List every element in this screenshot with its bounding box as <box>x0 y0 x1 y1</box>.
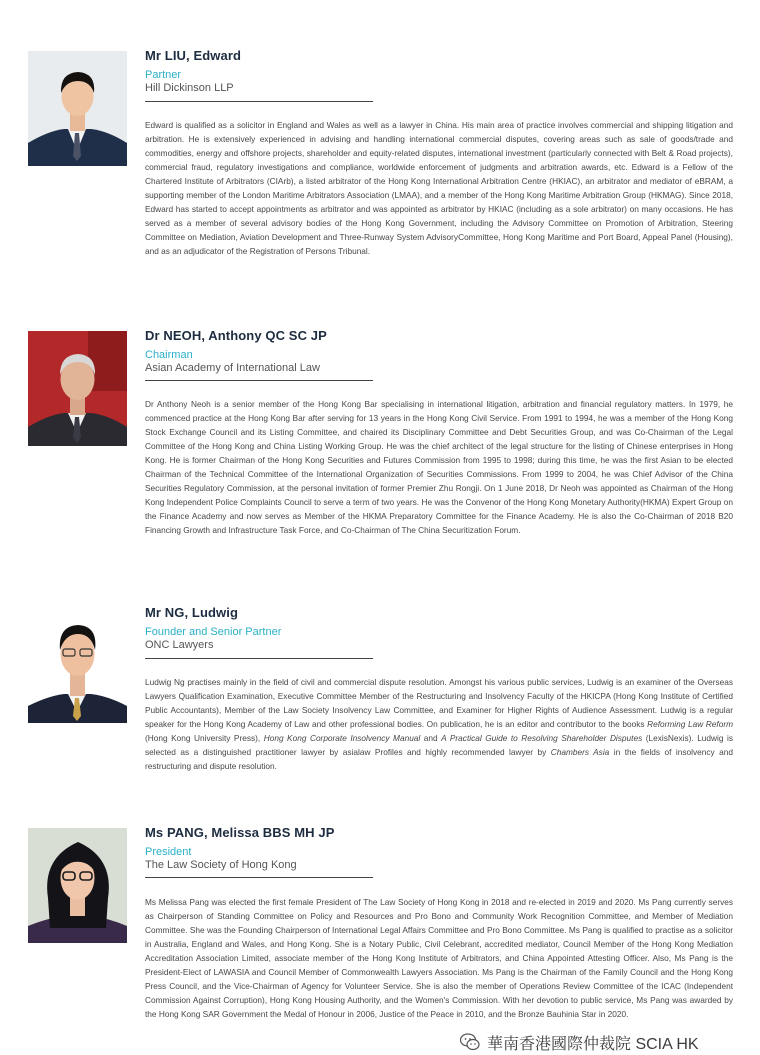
person-name: Dr NEOH, Anthony QC SC JP <box>145 328 327 343</box>
divider <box>145 877 373 878</box>
person-role: Chairman <box>145 349 193 361</box>
person-bio: Edward is qualified as a solicitor in England and Wales as well as a lawyer in China. His main area of practice involves commercial and shipping litigation and arbitration. He is extensively experienced in advising and handling international commercial disputes, covering areas such as sale of goods/trade and commodities, energy and offshore projects, shareholder and equity-related disputes, international investment (particularly connected with Belt & Road projects), commercial fraud, regulatory investigations and compliance, worldwide enforcement of judgments and arbitration awards, etc. Edward is a Fellow of the Chartered Institute of Arbitrators (CIArb), a listed arbitrator of the Hong Kong International Arbitration Centre (HKIAC), an arbitrator and mediator of eBRAM, a supporting member of the London Maritime Arbitrators Association (LMAA), and a member of the Hong Kong Maritime Arbitration Group (HKMAG). Since 2018, Edward has started to accept appointments as arbitrator and was appointed as arbitrator by HKIAC (including as a sole arbitrator) on many occasions. He has served as a member of several advisory bodies of the Hong Kong Government, including the Advisory Committee on Promotion of Arbitration, Steering Committee on Mediation, Aviation Development and Three-Runway System AdvisoryCommittee, Hong Kong Maritime and Port Board, Appeal Panel (Housing), and as an adjudicator of the Registration of Persons Tribunal. <box>145 120 733 256</box>
bio-text: and <box>420 733 442 743</box>
person-organization: Hill Dickinson LLP <box>145 82 234 94</box>
portrait-neoh-anthony <box>28 331 127 446</box>
person-bio: Ms Melissa Pang was elected the first female President of The Law Society of Hong Kong in 2018 and re-elected in 2019 and 2020. Ms Pang currently serves as Chairperson of Standing Committee on Policy and Resources and Pro Bono and Community Work Recognition Committee, and Member of Mediation Committee. She was the Founding Chairperson of International Legal Affairs Committee and Pro Bono Committee. Ms Pang is qualified to practise as a solicitor in Australia, England and Wales, and Hong Kong. She is a Notary Public, Civil Celebrant, accredited mediator, Council Member of the Hong Kong Mediation Accreditation Association Limited, associate member of the Hong Kong Institute of Arbitrators, and China Appointed Attesting Officer. Also, Ms Pang is the President-Elect of LAWASIA and Council Member of Commonwealth Lawyers Association. Ms Pang is the Chairman of the Family Council and the Hong Kong Press Council, and the Vice-Chairman of Agency for Volunteer Service. She is also the member of Operations Review Committee of the ICAC (Independent Commission Against Corruption), Hong Kong Housing Authority, and the Women's Commission. With her devotion to public service, Ms Pang was awarded by the Hong Kong SAR Government the Medal of Honour in 2006, Justice of the Peace in 2010, and the Bronze Bauhinia Star in 2020. <box>145 897 733 1019</box>
person-bio: Dr Anthony Neoh is a senior member of the Hong Kong Bar specialising in international litigation, arbitration and financial regulatory matters. In 1979, he commenced practice at the Hong Kong Bar after serving for 13 years in the Hong Kong Civil Service. From 1991 to 1994, he was a member of the Hong Kong Stock Exchange Council and its Listing Committee, and chaired its Disciplinary Committee and Debt Securities Group, and was Co-Chairman of the Legal Committee of the Hong Kong and China Listing Working Group. He was the chief architect of the legal structure for the listing of Chinese enterprises in Hong Kong. He is former Chairman of the Hong Kong Securities and Futures Commission from 1995 to 1998; during this time, he was the first Asian to be elected Chairman of the Technical Committee of the International Organization of Securities Commissions. From 1999 to 2004, he was Chief Advisor of the China Securities Regulatory Commission, at the personal invitation of former Premier Zhu Rongji. On 1 June 2018, Dr Neoh was appointed as Chairman of the Hong Kong Independent Police Complaints Council to serve a term of two years. He was the Convenor of the Hong Kong Monetary Authority(HKMA) Expert Group on the Finance Academy and now serves as Member of the HKMA Preparatory Committee for the Finance Academy. He is also the Co-Chairman of 2018 B20 Financing Growth and Infrastructure Task Force, and Co-Chairman of The China Securitization Forum. <box>145 399 733 535</box>
person-name: Mr NG, Ludwig <box>145 605 239 620</box>
divider <box>145 101 373 102</box>
divider <box>145 380 373 381</box>
book-title: Hong Kong Corporate Insolvency Manual <box>263 733 421 743</box>
person-name: Ms PANG, Melissa BBS MH JP <box>145 825 335 840</box>
divider <box>145 658 373 659</box>
person-bio <box>145 675 733 773</box>
person-name: Mr LIU, Edward <box>145 48 242 63</box>
person-role: President <box>145 846 192 858</box>
watermark <box>455 1031 703 1053</box>
portrait-ng-ludwig <box>28 608 127 723</box>
book-title: Reforming Law Reform <box>647 719 733 729</box>
bio-text: in the fields of insolvency and restructuring and dispute resolution. <box>145 747 733 771</box>
bio-text: (Hong Kong University Press), <box>145 733 264 743</box>
person-organization: ONC Lawyers <box>145 639 214 651</box>
person-role: Founder and Senior Partner <box>145 626 282 638</box>
person-organization: The Law Society of Hong Kong <box>145 859 297 871</box>
wechat-icon <box>459 1031 481 1053</box>
book-title: Chambers Asia <box>550 747 610 757</box>
person-role: Partner <box>145 69 182 81</box>
book-title: A Practical Guide to Resolving Shareholder Disputes <box>441 733 643 743</box>
portrait-liu-edward <box>28 51 127 166</box>
watermark-text: 華南香港國際仲裁院 SCIA HK <box>487 1035 699 1053</box>
bio-text: (LexisNexis). Ludwig is selected as a distinguished practitioner lawyer by asialaw Profiles and highly recommended lawyer by <box>145 733 733 757</box>
person-organization: Asian Academy of International Law <box>145 362 320 374</box>
portrait-pang-melissa <box>28 828 127 943</box>
bio-text: Ludwig Ng practises mainly in the field of civil and commercial dispute resolution. Amongst his various public services, Ludwig is an examiner of the Overseas Lawyers Qualification Examination, Executive Committee Member of the Restructuring and Insolvency Faculty of the HKICPA (Hong Kong Institute of Certified Public Accountants), Member of the Law Society Insolvency Law Committee, and Examiner for Higher Rights of Audience Assessment. Ludwig is a regular speaker for the Hong Kong Academy of Law and other professional bodies. On publication, he is an editor and contributor to the books <box>145 677 733 729</box>
